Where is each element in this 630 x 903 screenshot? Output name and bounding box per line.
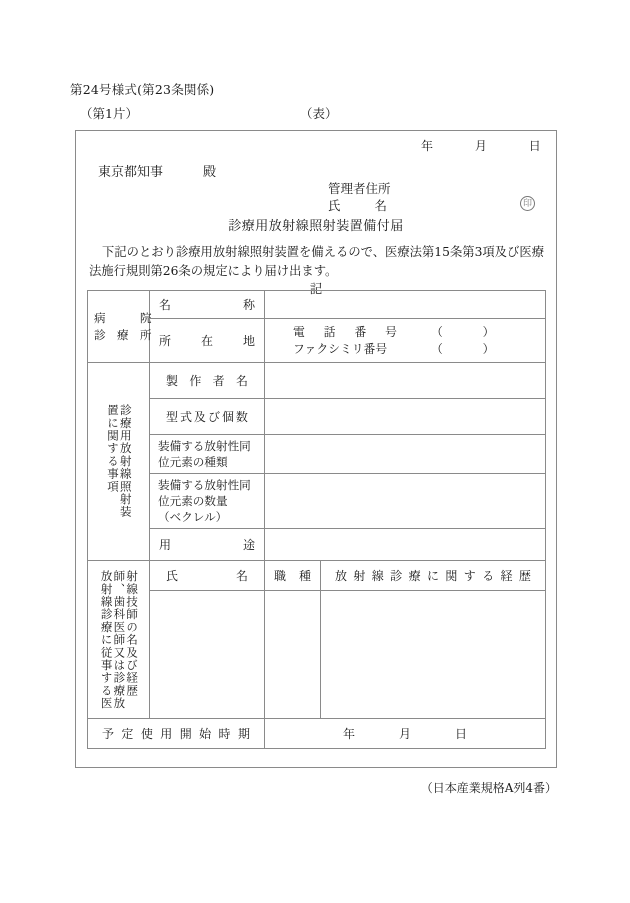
label-char: 名 <box>159 298 172 312</box>
device-label-col-right: 診療用放射線照射装 <box>118 404 133 519</box>
staff-col-header-occupation <box>265 561 321 591</box>
label-char: 称 <box>242 298 255 312</box>
usage-label <box>150 529 265 561</box>
table-row-manufacturer <box>88 363 546 399</box>
table-row-isotope-amount <box>88 474 546 529</box>
staff-experience-input[interactable] <box>321 591 546 719</box>
label-char: 地 <box>242 334 255 348</box>
paper-size-note: （日本産業規格A列4番） <box>420 781 557 795</box>
label-char: 名 <box>235 569 248 583</box>
manager-name-label-part2: 名 <box>374 198 388 213</box>
phone-label <box>293 324 397 341</box>
fax-row <box>293 341 545 358</box>
label-char: 職 <box>274 569 287 583</box>
usage-input[interactable] <box>265 529 546 561</box>
label-char: 製 <box>166 374 179 388</box>
label-char: 時 <box>218 727 231 741</box>
staff-occupation-input[interactable] <box>265 591 321 719</box>
addressee-honorific: 殿 <box>203 165 217 180</box>
label-char: 予 <box>102 727 115 741</box>
manufacturer-label <box>150 363 265 399</box>
date-year-label: 年 <box>421 139 434 153</box>
facility-address-input[interactable] <box>265 319 546 363</box>
facility-address-label <box>150 319 265 363</box>
fax-input[interactable]: （ ） <box>431 341 509 356</box>
label-line: 装備する放射性同 <box>158 439 251 453</box>
label-char: 号 <box>385 324 397 339</box>
staff-col-header-experience <box>321 561 546 591</box>
start-date-day-label: 日 <box>455 727 468 741</box>
manufacturer-input[interactable] <box>265 363 546 399</box>
label-char: 氏 <box>166 569 179 583</box>
label-char: 放 <box>335 569 348 583</box>
manager-address-label: 管理者住所 <box>328 181 391 196</box>
label-char: 所 <box>159 334 172 348</box>
form-table <box>87 290 546 749</box>
manager-block <box>328 180 391 214</box>
label-char: 型 <box>166 410 179 424</box>
device-label-cell <box>88 363 150 561</box>
table-row-staff-header <box>88 561 546 591</box>
sheet-number: （第1片） <box>80 106 138 121</box>
label-line: 位元素の種類 <box>158 455 228 469</box>
table-row-staff-entries <box>88 591 546 719</box>
label-char: 診 <box>390 569 403 583</box>
label-char: 療 <box>408 569 421 583</box>
fax-label: ファクシミリ番号 <box>293 341 388 356</box>
isotope-amount-input[interactable] <box>265 474 546 529</box>
document-title: 診療用放射線照射装置備付届 <box>228 219 404 234</box>
label-char: 使 <box>140 727 153 741</box>
label-char: 用 <box>160 727 173 741</box>
facility-label-cell <box>88 291 150 363</box>
phone-input[interactable]: （ ） <box>431 324 509 339</box>
model-quantity-label <box>150 399 265 435</box>
contact-block <box>265 320 545 362</box>
manager-name-label-part1: 氏 <box>328 198 341 213</box>
table-row-facility-name <box>88 291 546 319</box>
addressee-name: 東京都知事 <box>98 165 164 180</box>
label-char: 関 <box>445 569 458 583</box>
start-date-label <box>88 719 265 749</box>
label-char: る <box>482 569 495 583</box>
addressee-line <box>98 161 216 180</box>
seal-icon: 印 <box>520 196 535 211</box>
facility-label-line1: 病 院 <box>94 310 152 325</box>
staff-label-col-right: 射線技師の名及び経歴 <box>125 569 140 697</box>
label-char: 名 <box>235 374 248 388</box>
form-outer-box <box>75 130 557 768</box>
table-row-isotope-type <box>88 435 546 474</box>
table-row-start-date <box>88 719 546 749</box>
ki-mark: 記 <box>309 281 323 296</box>
label-char: 個 <box>221 410 234 424</box>
manager-name-label <box>328 197 391 214</box>
start-date-year-label: 年 <box>342 727 355 741</box>
side-mark: （表） <box>300 106 338 121</box>
label-char: 番 <box>354 324 367 339</box>
form-number: 第24号様式(第23条関係) <box>70 82 215 97</box>
label-char: 途 <box>242 538 255 552</box>
label-char: 射 <box>353 569 366 583</box>
label-char: 在 <box>200 334 213 348</box>
staff-col-header-name <box>150 561 265 591</box>
label-char: 定 <box>121 727 134 741</box>
label-char: 数 <box>235 410 248 424</box>
isotope-type-input[interactable] <box>265 435 546 474</box>
device-label-col-left: 置に関する事項 <box>106 404 120 494</box>
staff-label-col-left: 放射線診療に従事する医 <box>99 569 114 710</box>
label-char: 始 <box>199 727 212 741</box>
date-line <box>421 137 541 154</box>
table-row-facility-address <box>88 319 546 363</box>
label-char: 作 <box>189 374 202 388</box>
isotope-amount-label <box>150 474 265 529</box>
label-char: 期 <box>237 727 250 741</box>
label-char: 経 <box>500 569 513 583</box>
label-line: 装備する放射性同 <box>158 478 251 492</box>
table-row-model-quantity <box>88 399 546 435</box>
label-char: 電 <box>293 324 305 339</box>
label-char: 歴 <box>518 569 531 583</box>
label-char: 用 <box>159 538 172 552</box>
label-char: 話 <box>323 324 336 339</box>
start-date-month-label: 月 <box>398 727 411 741</box>
label-char: 及 <box>193 410 206 424</box>
label-char: す <box>463 569 476 583</box>
staff-name-input[interactable] <box>150 591 265 719</box>
label-line: （ベクレル） <box>158 510 228 524</box>
label-char: 式 <box>179 410 192 424</box>
body-text: 下記のとおり診療用放射線照射装置を備えるので、医療法第15条第3項及び医療法施行規則第26条の規定により届け出ます。 <box>89 245 544 278</box>
label-char: 種 <box>298 569 311 583</box>
label-char: に <box>426 569 439 583</box>
facility-label-line2: 診 療 所 <box>94 327 152 342</box>
facility-name-label <box>150 291 265 319</box>
date-month-label: 月 <box>474 139 488 153</box>
staff-label-cell <box>88 561 150 719</box>
model-quantity-input[interactable] <box>265 399 546 435</box>
date-day-label: 日 <box>528 139 541 153</box>
label-char: 者 <box>212 374 225 388</box>
staff-label-col-middle: 師、歯科医師又は診療放 <box>112 569 127 710</box>
table-row-usage <box>88 529 546 561</box>
label-char: 開 <box>179 727 192 741</box>
phone-row <box>293 324 545 341</box>
label-char: 線 <box>371 569 384 583</box>
isotope-type-label <box>150 435 265 474</box>
label-line: 位元素の数量 <box>158 494 228 508</box>
facility-name-input[interactable] <box>265 291 546 319</box>
label-char: び <box>207 410 220 424</box>
start-date-input[interactable] <box>265 719 546 749</box>
